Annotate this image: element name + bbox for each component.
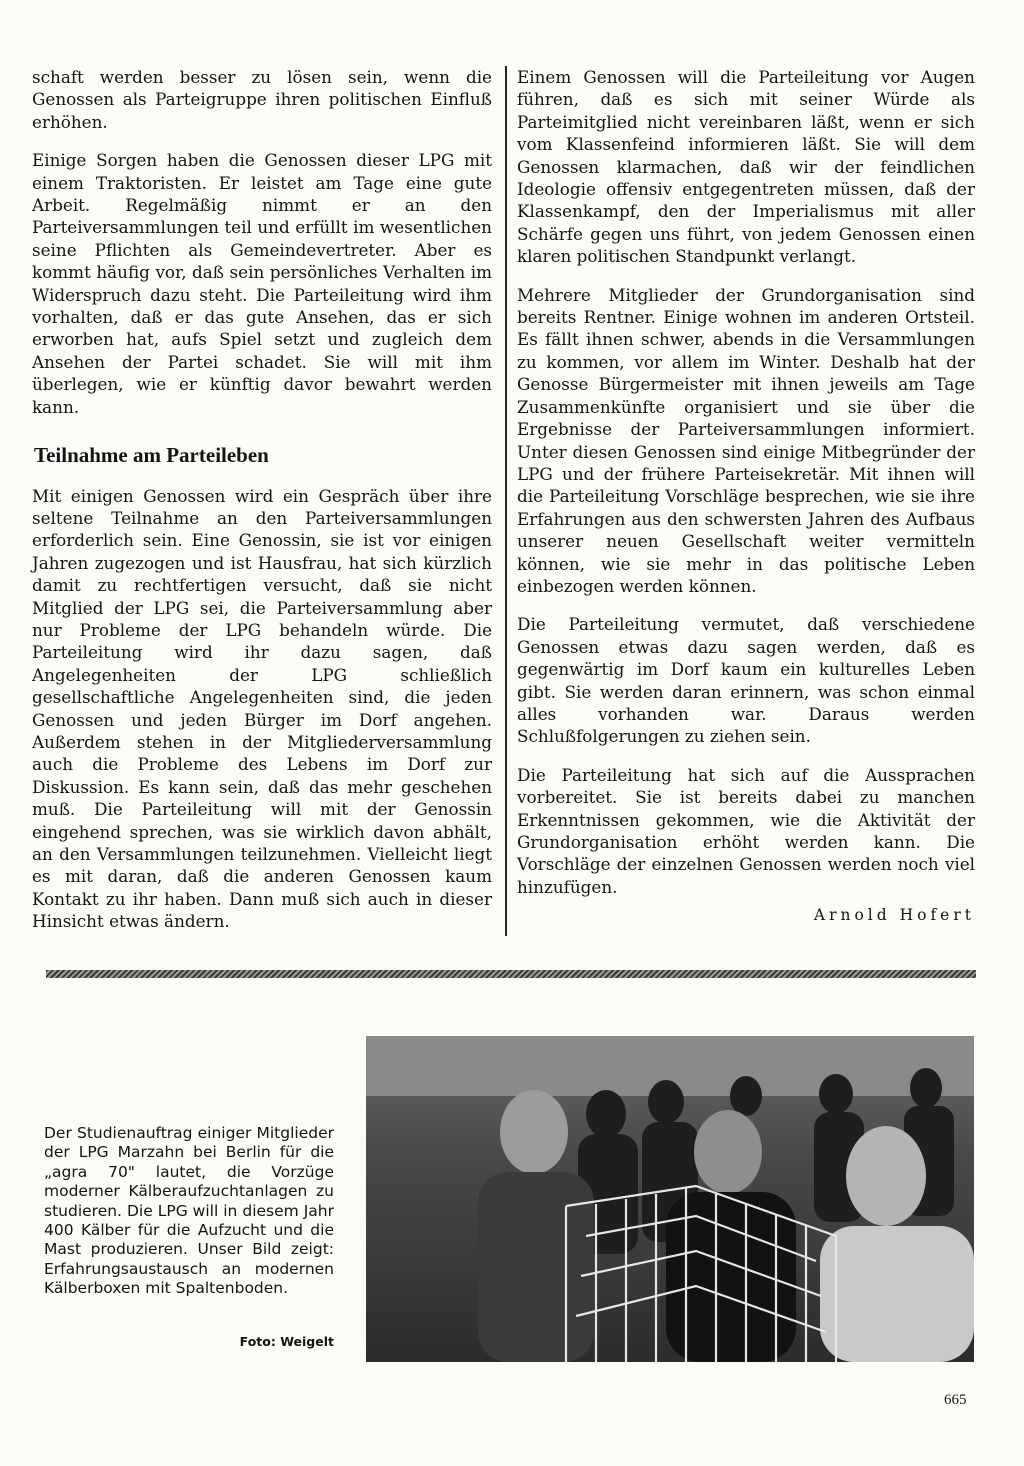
- page-number: 665: [944, 1392, 967, 1408]
- photo-caption: Der Studienauftrag einiger Mitglieder der LPG Marzahn bei Berlin für die „agra 70" lautet, die Vorzüge moderner Kälberaufzuchtanlagen zu studieren. Die LPG will in diesem Jahr 400 Kälber für die Aufzucht und die Mast produzieren. Unser Bild zeigt: Erfahrungsaustausch an modernen Kälberboxen mit Spaltenboden.: [44, 1124, 334, 1298]
- paragraph: schaft werden besser zu lösen sein, wenn die Genossen als Parteigruppe ihren politischen Einfluß erhöhen.: [32, 67, 492, 132]
- section-divider: [46, 970, 976, 978]
- paragraph: Die Parteileitung hat sich auf die Aussprachen vorbereitet. Sie ist bereits dabei zu manchen Erkenntnissen gekommen, wie die Aktivität der Grundorganisation erhöht werden kann. Die Vorschläge der einzelnen Genossen werden noch viel hinzufügen.: [517, 764, 975, 897]
- photo-illustration: [366, 1036, 974, 1362]
- column-divider: [505, 66, 507, 936]
- photo-credit: Foto: Weigelt: [239, 1334, 334, 1349]
- paragraph: Mit einigen Genossen wird ein Gespräch über ihre seltene Teilnahme an den Parteiversammlungen erforderlich sein. Eine Genossin, sie ist vor einigen Jahren zugezogen und ist Hausfrau, hat sich kürzlich damit zu rechtfertigen versucht, daß sie nicht Mitglied der LPG sei, die Parteiversammlung aber nur Probleme der LPG behandeln würde. Die Parteileitung wird ihr dazu sagen, daß Angelegenheiten der LPG schließlich gesellschaftliche Angelegenheiten sind, die jeden Genossen und jeden Bürger im Dorf angehen. Außerdem stehen in der Mitgliederversammlung auch die Probleme des Lebens im Dorf zur Diskussion. Es kann sein, daß das mehr geschehen muß. Die Parteileitung will mit der Genossin eingehend sprechen, was sie wirklich davon abhält, an den Versammlungen teilzunehmen. Vielleicht liegt es mit daran, daß die anderen Genossen kaum Kontakt zu ihr haben. Dann muß sich auch in dieser Hinsicht etwas ändern.: [32, 485, 492, 932]
- news-photo: [366, 1036, 974, 1362]
- right-column: [517, 66, 975, 927]
- paragraph: Einige Sorgen haben die Genossen dieser LPG mit einem Traktoristen. Er leistet am Tage eine gute Arbeit. Regelmäßig nimmt er an den Parteiversammlungen teil und erfüllt im wesentlichen seine Pflichten als Gemeindevertreter. Aber es kommt häufig vor, daß sein persönliches Verhalten im Widerspruch dazu steht. Die Parteileitung wird ihm vorhalten, daß er das gute Ansehen, das er sich erworben hat, aufs Spiel setzt und zugleich dem Ansehen der Partei schadet. Sie will mit ihm überlegen, wie er künftig davor bewahrt werden kann.: [32, 150, 492, 417]
- author-byline: Arnold Hofert: [813, 906, 975, 925]
- paragraph: Einem Genossen will die Parteileitung vor Augen führen, daß es sich mit seiner Würde als Parteimitglied nicht vereinbaren läßt, wenn er sich vom Klassenfeind informieren läßt. Sie will dem Genossen klarmachen, daß wir der feindlichen Ideologie offensiv entgegentreten müssen, daß der Klassenkampf, den der Imperialismus mit aller Schärfe gegen uns führt, von jedem Genossen einen klaren politischen Standpunkt verlangt.: [517, 67, 975, 267]
- paragraph: Die Parteileitung vermutet, daß verschiedene Genossen etwas dazu sagen werden, daß es gegenwärtig im Dorf kaum ein kulturelles Leben gibt. Sie werden daran erinnern, was schon einmal alles vorhanden war. Daraus werden Schlußfolgerungen zu ziehen sein.: [517, 614, 975, 747]
- man-left: [478, 1090, 594, 1362]
- section-heading: Teilnahme am Parteileben: [34, 443, 269, 468]
- paragraph: Mehrere Mitglieder der Grundorganisation sind bereits Rentner. Einige wohnen im anderen Ortsteil. Es fällt ihnen schwer, abends in die Versammlungen zu kommen, vor allem im Winter. Deshalb hat der Genosse Bürgermeister mit ihnen jeweils am Tage Zusammenkünfte organisiert und sie über die Ergebnisse der Parteiversammlungen informiert. Unter diesen Genossen sind einige Mitbegründer der LPG und der frühere Parteisekretär. Mit ihnen will die Parteileitung Vorschläge besprechen, wie sie ihre Erfahrungen aus den schwersten Jahren des Aufbaus unserer neuen Gesellschaft weiter vermitteln können, wie sie mehr in das politische Leben einbezogen werden können.: [517, 284, 975, 596]
- left-column: [32, 66, 492, 933]
